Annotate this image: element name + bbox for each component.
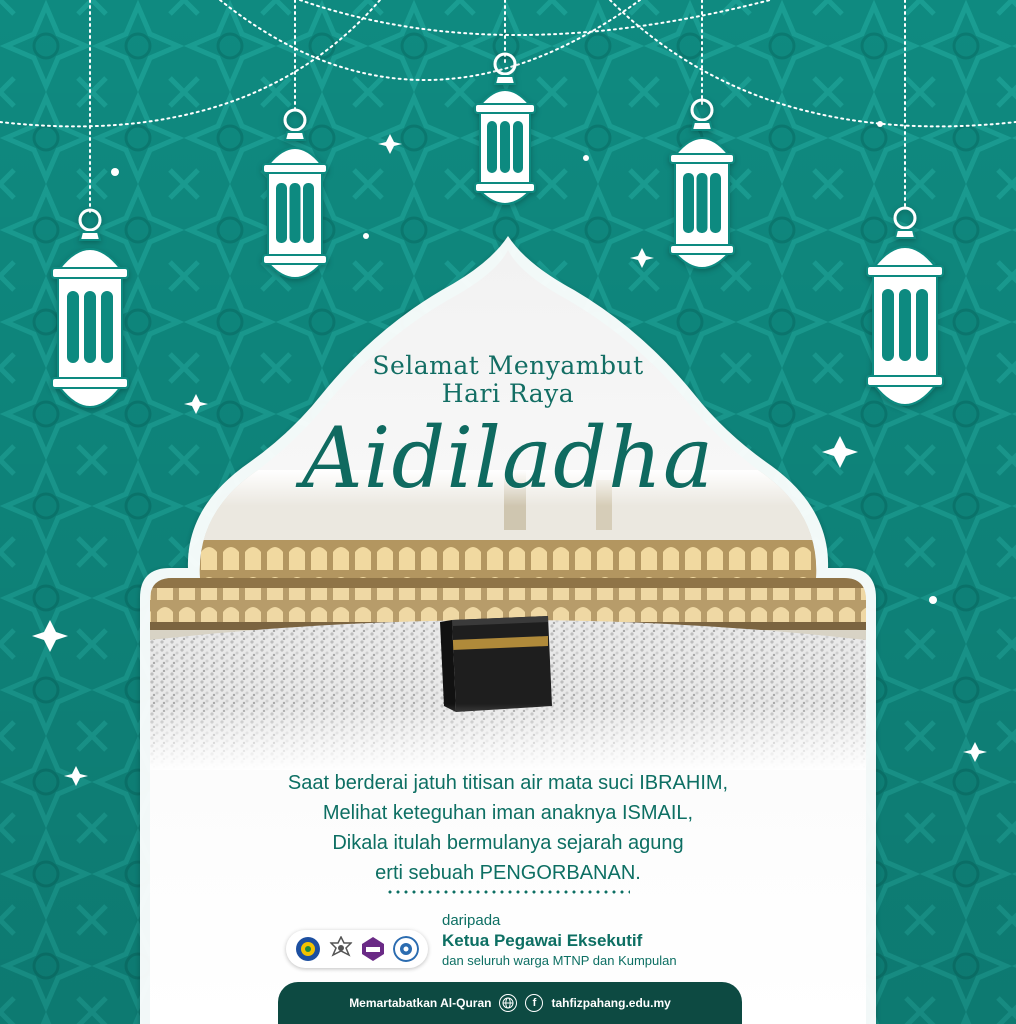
kaaba-photo [150, 470, 866, 770]
logo-3 [360, 936, 386, 962]
verse [170, 768, 846, 888]
facebook-icon[interactable]: f [525, 994, 543, 1012]
footer-tagline: Memartabatkan Al-Quran [349, 996, 492, 1010]
footer-website[interactable]: tahfizpahang.edu.my [551, 996, 671, 1010]
logo-2 [328, 936, 354, 962]
footer-bar [278, 982, 742, 1024]
greeting-line-1: Selamat Menyambut [372, 351, 644, 380]
globe-icon[interactable] [499, 994, 517, 1012]
greeting [258, 352, 758, 408]
from-label: daripada [442, 912, 501, 929]
from-name: Ketua Pegawai Eksekutif [442, 931, 643, 950]
logo-1 [295, 936, 321, 962]
from-block [442, 912, 762, 970]
dotted-divider [386, 890, 630, 894]
verse-line-1: Saat berderai jatuh titisan air mata suci IBRAHIM, [287, 772, 729, 794]
logo-4 [393, 936, 419, 962]
verse-line-4: erti sebuah PENGORBANAN. [375, 862, 641, 884]
greeting-title: Aidiladha [301, 409, 715, 507]
logo-strip [286, 930, 428, 968]
verse-line-2: Melihat keteguhan iman anaknya ISMAIL, [322, 802, 694, 824]
verse-line-3: Dikala itulah bermulanya sejarah agung [332, 832, 684, 854]
greeting-line-2: Hari Raya [441, 379, 575, 408]
from-subtitle: dan seluruh warga MTNP dan Kumpulan [442, 953, 677, 968]
